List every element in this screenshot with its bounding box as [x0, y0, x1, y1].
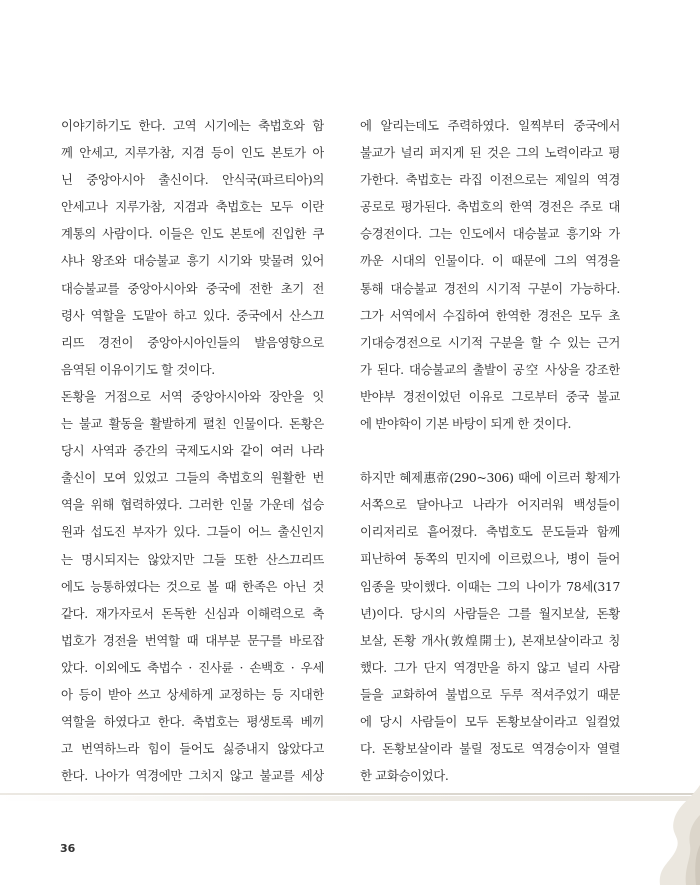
footer-divider-shade [0, 796, 700, 801]
text-line: 년)이다. 당시의 사람들은 그를 월지보살, 돈황 [360, 605, 620, 621]
text-line: 임종을 맞이했다. 이때는 그의 나이가 78세(317 [360, 578, 620, 594]
text-line: 법호가 경전을 번역할 때 대부분 문구를 바로잡 [61, 632, 324, 648]
text-line: 같다. 재가자로서 돈독한 신심과 이해력으로 축 [61, 605, 324, 621]
text-line: 에도 능통하였다는 것으로 볼 때 한족은 아닌 것 [61, 578, 324, 594]
right-text-column [360, 112, 620, 789]
text-line: 대승불교를 중앙아시아와 중국에 전한 초기 전 [61, 280, 324, 296]
text-line: 그가 서역에서 수집하여 한역한 경전은 모두 초 [360, 307, 620, 323]
page-number: 36 [60, 842, 76, 855]
text-line: 기대승경전으로 시기적 구분을 할 수 있는 근거 [360, 334, 620, 350]
text-line: 역할을 하였다고 한다. 축법호는 평생토록 베끼 [61, 714, 324, 730]
paragraph-gap [360, 437, 620, 464]
left-text-column [61, 112, 324, 789]
text-line: 고 번역하느라 힘이 들어도 싫증내지 않았다고 [61, 741, 324, 757]
text-line: 했다. 그가 단지 역경만을 하지 않고 널리 사람 [360, 659, 620, 675]
footer-divider [0, 793, 700, 795]
text-line: 한다. 나아가 역경에만 그치지 않고 불교를 세상 [61, 768, 324, 784]
text-line: 에 알리는데도 주력하였다. 일찍부터 중국에서 [360, 118, 620, 133]
text-line: 하지만 혜제惠帝(290~306) 때에 이르러 황제가 [360, 470, 620, 486]
text-line: 이야기하기도 한다. 고역 시기에는 축법호와 함 [61, 118, 324, 133]
text-line: 리뜨 경전이 중앙아시아인들의 발음영향으로 [61, 334, 324, 350]
text-line: 불교가 널리 퍼지게 된 것은 그의 노력이라고 평 [360, 145, 620, 161]
text-line: 반야부 경전이었던 이유로 그로부터 중국 불교 [360, 388, 620, 404]
text-line: 공로로 평가된다. 축법호의 한역 경전은 주로 대 [360, 199, 620, 215]
text-line: 음역된 이유이기도 할 것이다. [61, 361, 215, 377]
text-line: 당시 사역과 중간의 국제도시와 같이 여러 나라 [61, 443, 324, 459]
text-line: 돈황을 거점으로 서역 중앙아시아와 장안을 잇 [61, 388, 324, 404]
text-line: 서쪽으로 달아나고 나라가 어지러워 백성들이 [360, 497, 620, 513]
text-line: 았다. 이외에도 축법수 · 진사륜 · 손백호 · 우세 [61, 659, 324, 675]
text-line: 령사 역할을 도맡아 하고 있다. 중국에서 산스끄 [61, 307, 324, 323]
text-line: 에 당시 사람들이 모두 돈황보살이라고 일컬었 [360, 713, 620, 729]
text-line: 이리저리로 흩어졌다. 축법호도 문도들과 함께 [360, 524, 620, 540]
text-line: 닌 중앙아시아 출신이다. 안식국(파르티아)의 [61, 172, 324, 188]
text-line: 출신이 모여 있었고 그들의 축법호의 원활한 번 [61, 470, 324, 486]
text-line: 들을 교화하여 불법으로 두루 적셔주었기 때문 [360, 686, 620, 702]
text-line: 에 반야학이 기본 바탕이 되게 한 것이다. [360, 416, 572, 432]
text-line: 승경전이다. 그는 인도에서 대승불교 흥기와 가 [360, 226, 620, 242]
text-line: 샤나 왕조와 대승불교 흥기 시기와 맞물려 있어 [61, 253, 324, 269]
text-line: 아 등이 받아 쓰고 상세하게 교정하는 등 지대한 [61, 686, 324, 702]
text-line: 가 된다. 대승불교의 출발이 공空 사상을 강조한 [360, 361, 620, 377]
text-line: 는 명시되지는 않았지만 그들 또한 산스끄리뜨 [61, 551, 324, 567]
text-line: 가한다. 축법호는 라집 이전으로는 제일의 역경 [360, 172, 620, 188]
text-line: 는 불교 활동을 활발하게 펼친 인물이다. 돈황은 [61, 416, 324, 432]
text-line: 한 교화승이었다. [360, 768, 449, 784]
text-line: 역을 위해 협력하였다. 그러한 인물 가운데 섭승 [61, 497, 324, 513]
text-line: 계통의 사람이다. 이들은 인도 본토에 진입한 쿠 [61, 226, 324, 242]
text-line: 보살, 돈황 개사(敦煌開士), 본재보살이라고 칭 [360, 632, 620, 648]
text-line: 피난하여 동쪽의 민지에 이르렀으나, 병이 들어 [360, 551, 620, 567]
text-line: 통해 대승불교 경전의 시기적 구분이 가능하다. [360, 280, 620, 296]
text-line: 께 안세고, 지루가참, 지겸 등이 인도 본토가 아 [61, 145, 324, 161]
decorative-brush-art [630, 775, 700, 885]
text-line: 안세고나 지루가참, 지겸과 축법호는 모두 이란 [61, 199, 324, 215]
text-line: 까운 시대의 인물이다. 이 때문에 그의 역경을 [360, 253, 620, 269]
text-line: 다. 돈황보살이라 불릴 정도로 역경승이자 열렬 [360, 741, 620, 757]
text-line: 원과 섭도진 부자가 있다. 그들이 어느 출신인지 [61, 524, 324, 540]
